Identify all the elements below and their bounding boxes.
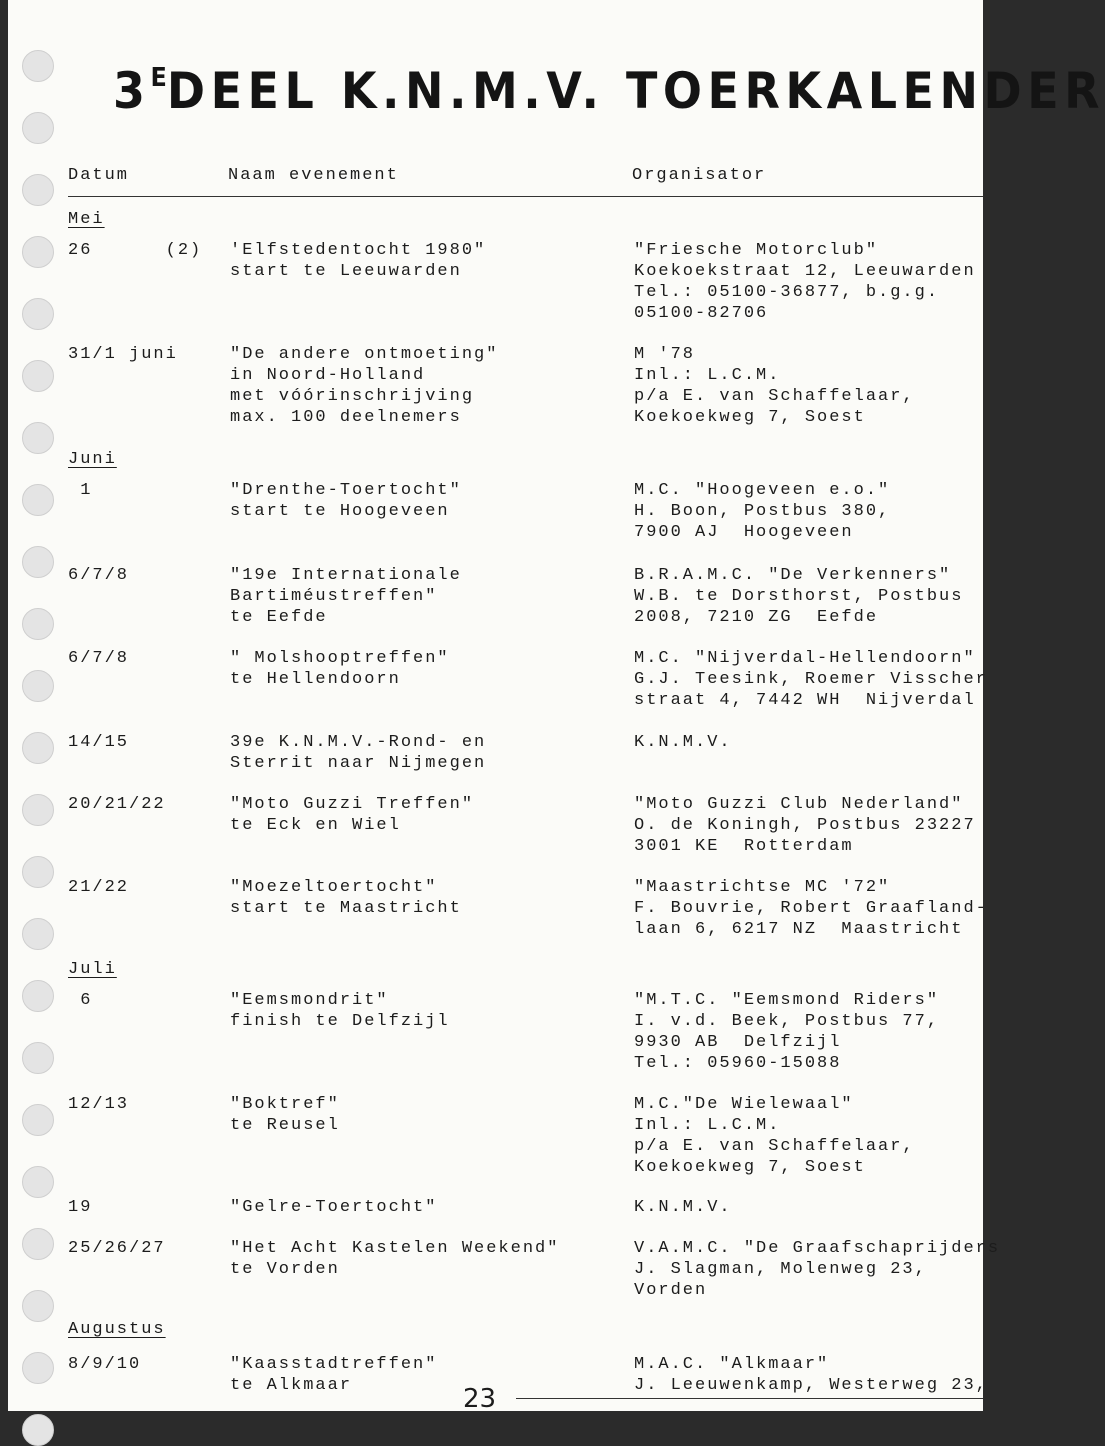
- organizer-line: Koekoekweg 7, Soest: [634, 1158, 866, 1177]
- event-organizer: [634, 1094, 915, 1178]
- organizer-line: 05100-82706: [634, 304, 769, 323]
- organizer-line: laan 6, 6217 NZ Maastricht: [634, 920, 964, 939]
- binder-hole: [22, 1104, 54, 1136]
- event-name: [230, 480, 462, 522]
- event-organizer: [634, 344, 915, 428]
- binder-hole: [22, 608, 54, 640]
- event-name-line: te Hellendoorn: [230, 670, 401, 689]
- organizer-line: p/a E. van Schaffelaar,: [634, 387, 915, 406]
- event-date: 14/15: [68, 733, 130, 752]
- event-organizer: [634, 565, 963, 628]
- event-date: 1: [68, 481, 93, 500]
- event-name-line: in Noord-Holland: [230, 366, 426, 385]
- binder-hole: [22, 422, 54, 454]
- event-name-line: "19e Internationale: [230, 566, 462, 585]
- binder-hole: [22, 298, 54, 330]
- organizer-line: 3001 KE Rotterdam: [634, 837, 854, 856]
- event-name-line: start te Hoogeveen: [230, 502, 450, 521]
- event-organizer: [634, 1197, 732, 1218]
- event-name: [230, 794, 474, 836]
- organizer-line: Tel.: 05960-15088: [634, 1054, 842, 1073]
- footer-rule: [516, 1398, 983, 1399]
- header-organisator: Organisator: [632, 166, 767, 185]
- organizer-line: K.N.M.V.: [634, 1198, 732, 1217]
- event-name: [230, 1197, 437, 1218]
- binder-hole: [22, 1290, 54, 1322]
- event-name-line: start te Leeuwarden: [230, 262, 462, 281]
- organizer-line: G.J. Teesink, Roemer Visscher: [634, 670, 988, 689]
- organizer-line: 7900 AJ Hoogeveen: [634, 523, 854, 542]
- event-name-line: start te Maastricht: [230, 899, 462, 918]
- binder-hole: [22, 236, 54, 268]
- event-date: 12/13: [68, 1095, 130, 1114]
- event-date: 25/26/27: [68, 1239, 166, 1258]
- title-prefix: 3: [113, 62, 151, 120]
- event-name-line: "Moezeltoertocht": [230, 878, 438, 897]
- event-name-line: te Reusel: [230, 1116, 340, 1135]
- event-organizer: [634, 877, 988, 940]
- organizer-line: W.B. te Dorsthorst, Postbus: [634, 587, 964, 606]
- event-organizer: [634, 480, 890, 543]
- event-name-line: Sterrit naar Nijmegen: [230, 754, 487, 773]
- event-date: 31/1 juni: [68, 345, 178, 364]
- event-date: 8/9/10: [68, 1355, 142, 1374]
- event-name-line: te Eck en Wiel: [230, 816, 401, 835]
- organizer-line: "M.T.C. "Eemsmond Riders": [634, 991, 940, 1010]
- organizer-line: "Maastrichtse MC '72": [634, 878, 891, 897]
- organizer-line: 2008, 7210 ZG Eefde: [634, 608, 879, 627]
- header-datum: Datum: [68, 166, 130, 185]
- organizer-line: I. v.d. Beek, Postbus 77,: [634, 1012, 940, 1031]
- event-date: 19: [68, 1198, 93, 1217]
- organizer-line: 9930 AB Delfzijl: [634, 1033, 842, 1052]
- binder-hole: [22, 112, 54, 144]
- event-name: [230, 565, 462, 628]
- event-organizer: [634, 990, 939, 1074]
- organizer-line: B.R.A.M.C. "De Verkenners": [634, 566, 952, 585]
- event-name-line: met vóórinschrijving: [230, 387, 475, 406]
- event-date: 20/21/22: [68, 795, 166, 814]
- event-name-line: te Alkmaar: [230, 1376, 353, 1395]
- binder-hole: [22, 856, 54, 888]
- event-name: [230, 990, 450, 1032]
- event-date: 6/7/8: [68, 649, 130, 668]
- event-name-line: "Moto Guzzi Treffen": [230, 795, 475, 814]
- event-name-line: te Vorden: [230, 1260, 340, 1279]
- event-name-line: "Gelre-Toertocht": [230, 1198, 438, 1217]
- event-name: [230, 1238, 559, 1280]
- header-rule: [68, 196, 983, 197]
- event-name-line: max. 100 deelnemers: [230, 408, 462, 427]
- organizer-line: Inl.: L.C.M.: [634, 1116, 781, 1135]
- event-name-line: "De andere ontmoeting": [230, 345, 499, 364]
- binder-hole: [22, 918, 54, 950]
- organizer-line: H. Boon, Postbus 380,: [634, 502, 891, 521]
- binder-hole: [22, 1228, 54, 1260]
- organizer-line: Koekoekstraat 12, Leeuwarden: [634, 262, 976, 281]
- binder-hole: [22, 794, 54, 826]
- organizer-line: Inl.: L.C.M.: [634, 366, 781, 385]
- binder-holes: [8, 0, 68, 1411]
- event-name: [230, 240, 486, 282]
- event-organizer: [634, 732, 732, 753]
- month-augustus: Augustus: [68, 1320, 166, 1339]
- organizer-line: J. Slagman, Molenweg 23,: [634, 1260, 927, 1279]
- event-name-line: " Molshooptreffen": [230, 649, 450, 668]
- event-date: 6/7/8: [68, 566, 130, 585]
- event-name-line: "Het Acht Kastelen Weekend": [230, 1239, 560, 1258]
- binder-hole: [22, 50, 54, 82]
- organizer-line: V.A.M.C. "De Graafschaprijders: [634, 1239, 1001, 1258]
- binder-hole: [22, 1166, 54, 1198]
- event-organizer: [634, 1354, 988, 1396]
- organizer-line: K.N.M.V.: [634, 733, 732, 752]
- organizer-line: Koekoekweg 7, Soest: [634, 408, 866, 427]
- binder-hole: [22, 980, 54, 1012]
- event-date: 21/22: [68, 878, 130, 897]
- event-name-line: "Kaasstadtreffen": [230, 1355, 438, 1374]
- event-name-line: 'Elfstedentocht 1980": [230, 241, 487, 260]
- organizer-line: "Moto Guzzi Club Nederland": [634, 795, 964, 814]
- organizer-line: Tel.: 05100-36877, b.g.g.: [634, 283, 940, 302]
- binder-hole: [22, 1352, 54, 1384]
- event-name-line: te Eefde: [230, 608, 328, 627]
- event-date: 26 (2): [68, 241, 203, 260]
- event-name-line: 39e K.N.M.V.-Rond- en: [230, 733, 487, 752]
- binder-hole: [22, 670, 54, 702]
- binder-hole: [22, 732, 54, 764]
- month-mei: Mei: [68, 210, 105, 229]
- organizer-line: p/a E. van Schaffelaar,: [634, 1137, 915, 1156]
- event-organizer: [634, 240, 976, 324]
- page-number: 23: [463, 1384, 497, 1414]
- binder-hole: [22, 360, 54, 392]
- organizer-line: O. de Koningh, Postbus 23227: [634, 816, 976, 835]
- organizer-line: J. Leeuwenkamp, Westerweg 23,: [634, 1376, 988, 1395]
- page-title: [113, 62, 1105, 120]
- event-name: [230, 1094, 340, 1136]
- binder-hole: [22, 174, 54, 206]
- event-date: 6: [68, 991, 93, 1010]
- title-superscript: E: [150, 63, 167, 94]
- calendar-page: [8, 0, 1105, 1414]
- organizer-line: M.C. "Nijverdal-Hellendoorn": [634, 649, 976, 668]
- event-name: [230, 648, 450, 690]
- binder-hole: [22, 1414, 54, 1446]
- organizer-line: M.A.C. "Alkmaar": [634, 1355, 830, 1374]
- event-organizer: [634, 794, 976, 857]
- event-organizer: [634, 648, 988, 711]
- event-name-line: finish te Delfzijl: [230, 1012, 450, 1031]
- organizer-line: Vorden: [634, 1281, 708, 1300]
- organizer-line: M '78: [634, 345, 696, 364]
- event-name-line: "Drenthe-Toertocht": [230, 481, 462, 500]
- month-juni: Juni: [68, 450, 117, 469]
- header-naam: Naam evenement: [228, 166, 399, 185]
- binder-hole: [22, 546, 54, 578]
- organizer-line: F. Bouvrie, Robert Graafland-: [634, 899, 988, 918]
- event-name: [230, 732, 486, 774]
- event-name: [230, 344, 498, 428]
- organizer-line: M.C. "Hoogeveen e.o.": [634, 481, 891, 500]
- event-name: [230, 877, 462, 919]
- event-name-line: "Boktref": [230, 1095, 340, 1114]
- binder-hole: [22, 1042, 54, 1074]
- event-name-line: Bartiméustreffen": [230, 587, 438, 606]
- month-juli: Juli: [68, 960, 117, 979]
- event-name-line: "Eemsmondrit": [230, 991, 389, 1010]
- title-main: DEEL K.N.M.V. TOERKALENDER: [166, 62, 1105, 120]
- organizer-line: straat 4, 7442 WH Nijverdal: [634, 691, 976, 710]
- binder-hole: [22, 484, 54, 516]
- event-organizer: [634, 1238, 1000, 1301]
- event-name: [230, 1354, 437, 1396]
- organizer-line: "Friesche Motorclub": [634, 241, 879, 260]
- organizer-line: M.C."De Wielewaal": [634, 1095, 854, 1114]
